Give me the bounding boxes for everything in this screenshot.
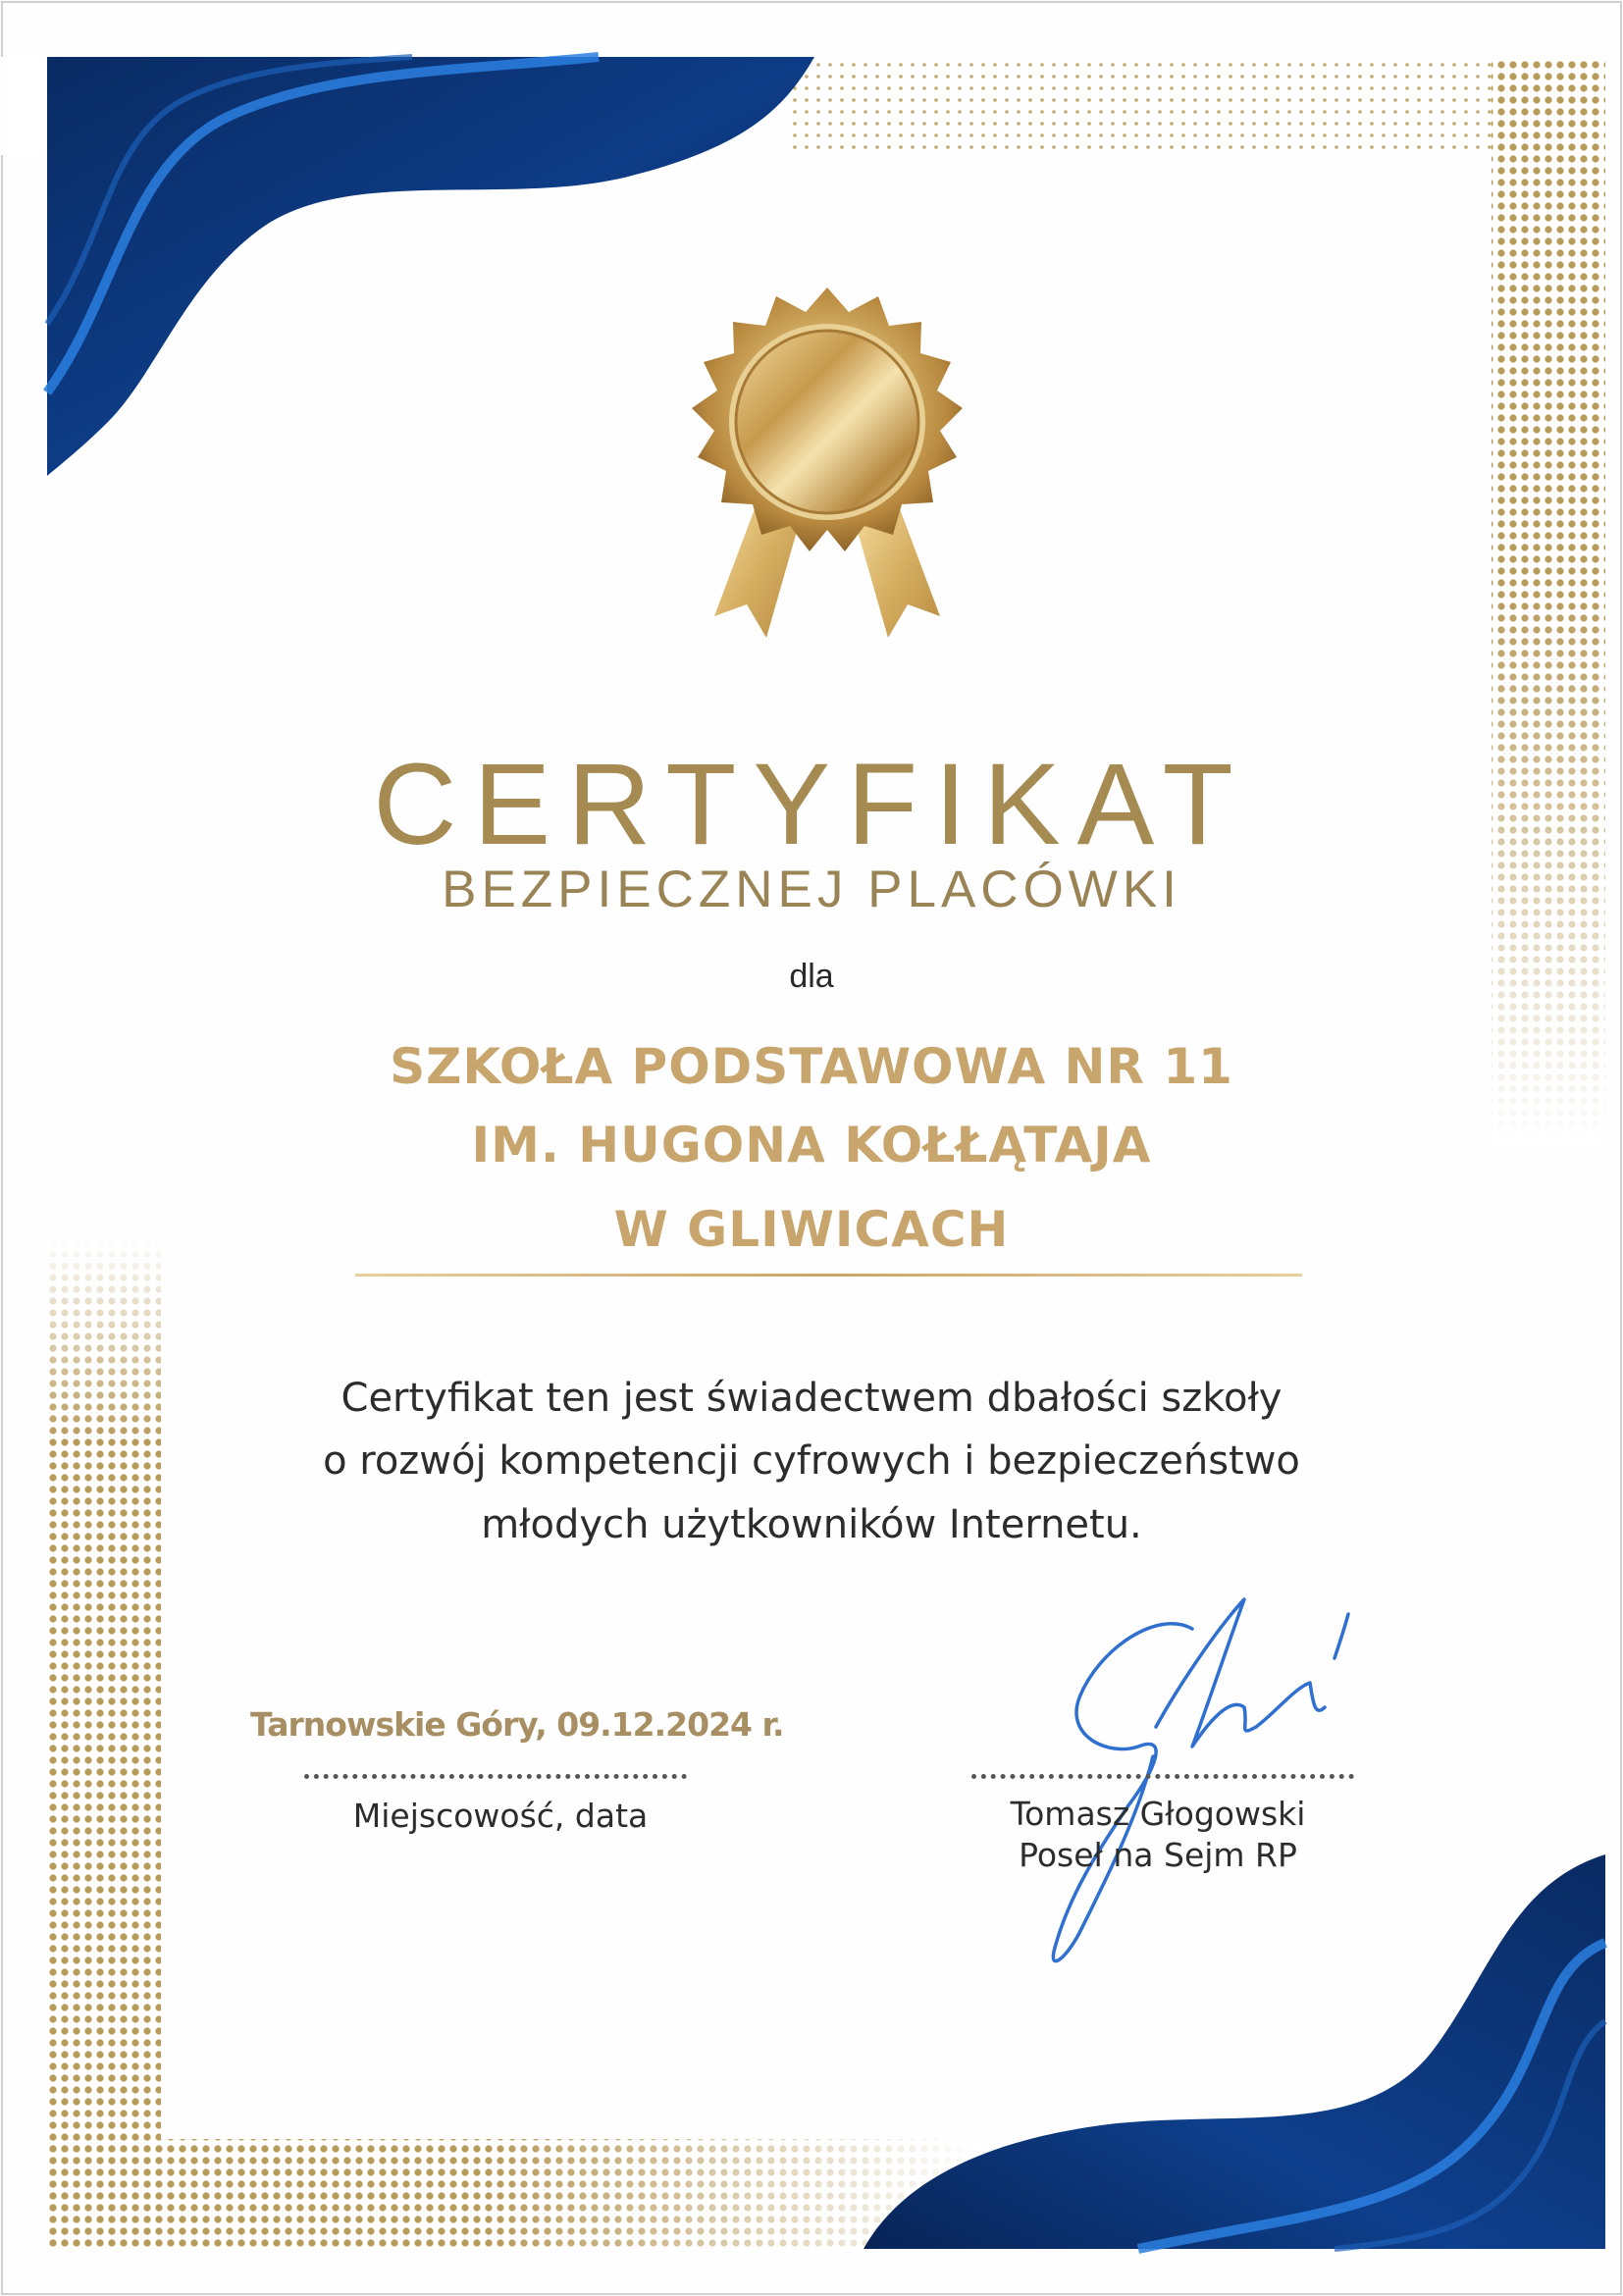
for-word: dla [789,958,834,995]
school-name-line: IM. HUGONA KOŁŁĄTAJA [471,1117,1152,1174]
certificate-subtitle: BEZPIECZNEJ PLACÓWKI [442,861,1181,918]
handwritten-signature [1053,1599,1348,1961]
signer-name: Tomasz Głogowski [1010,1795,1306,1833]
place-date-value: Tarnowskie Góry, 09.12.2024 r. [250,1705,784,1744]
signer-role: Poseł na Sejm RP [1019,1836,1297,1874]
signature-dotted-line [971,1774,1354,1779]
description-line: o rozwój kompetencji cyfrowych i bezpieczeństwo [323,1438,1300,1484]
gold-rosette-medal-icon [692,287,963,638]
school-name-line: W GLIWICACH [613,1201,1010,1258]
gold-divider-line [355,1274,1302,1277]
certificate-title: CERTYFIKAT [373,740,1250,869]
bottom-right-blue-wave [864,1854,1605,2249]
place-date-dotted-line [304,1774,687,1779]
school-name-line: SZKOŁA PODSTAWOWA NR 11 [390,1038,1233,1095]
description-line: młodych użytkowników Internetu. [481,1502,1142,1547]
description-line: Certyfikat ten jest świadectwem dbałości szkoły [340,1376,1283,1421]
place-date-caption: Miejscowość, data [352,1797,649,1835]
